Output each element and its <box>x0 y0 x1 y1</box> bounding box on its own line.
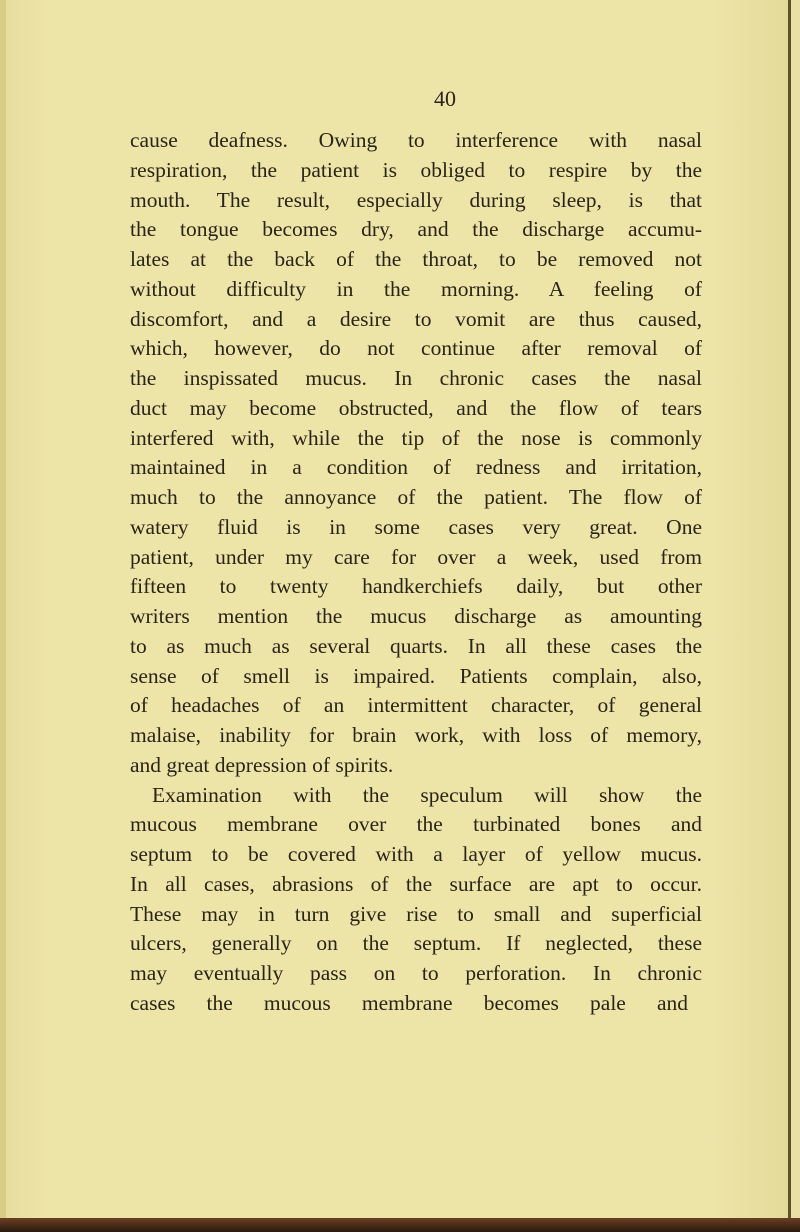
text-line: the inspissated mucus. In chronic cases the nasal <box>130 366 702 390</box>
text-line: cause deafness. Owing to interference with nasal <box>130 128 702 152</box>
text-line: duct may become obstructed, and the flow of tears <box>130 395 702 420</box>
page-left-edge <box>0 0 6 1218</box>
text-line: to as much as several quarts. In all these cases the <box>130 633 702 658</box>
text-line: which, however, do not continue after removal of <box>130 336 702 361</box>
text-line: mouth. The result, especially during sleep, is that <box>130 187 702 212</box>
text-line: respiration, the patient is obliged to respire by the <box>130 157 702 182</box>
text-line: sense of smell is impaired. Patients complain, also, <box>130 663 702 688</box>
page-number: 40 <box>434 86 456 111</box>
text-line: and great depression of spirits. <box>130 752 394 777</box>
text-line: These may in turn give rise to small and superficial <box>130 901 702 926</box>
text-line: ulcers, generally on the septum. If neglected, these <box>130 931 702 956</box>
text-line: septum to be covered with a layer of yellow mucus. <box>130 842 702 866</box>
text-line: cases the mucous membrane becomes pale and <box>130 990 688 1015</box>
page-right-strip <box>791 0 800 1218</box>
text-line: writers mention the mucus discharge as amounting <box>130 604 702 628</box>
text-line: may eventually pass on to perforation. In chronic <box>130 961 702 985</box>
text-line: mucous membrane over the turbinated bones and <box>130 812 702 837</box>
text-line: without difficulty in the morning. A feeling of <box>130 276 702 301</box>
text-line: lates at the back of the throat, to be removed not <box>130 247 702 271</box>
text-line: patient, under my care for over a week, used from <box>130 544 702 569</box>
book-cover-edge <box>0 1218 800 1232</box>
text-line: fifteen to twenty handkerchiefs daily, but other <box>130 574 702 599</box>
text-line: the tongue becomes dry, and the discharge accumu- <box>130 217 702 242</box>
text-line: malaise, inability for brain work, with loss of memory, <box>130 723 702 747</box>
body-text <box>130 126 702 1019</box>
text-line: watery fluid is in some cases very great. One <box>130 514 702 539</box>
text-line: In all cases, abrasions of the surface are apt to occur. <box>130 871 702 896</box>
text-line: Examination with the speculum will show the <box>152 782 702 807</box>
text-line: interfered with, while the tip of the nose is commonly <box>130 425 702 450</box>
text-line: of headaches of an intermittent character, of general <box>130 693 702 718</box>
text-line: discomfort, and a desire to vomit are thus caused, <box>130 306 702 331</box>
text-line: much to the annoyance of the patient. The flow of <box>130 485 702 509</box>
text-line: maintained in a condition of redness and irritation, <box>130 455 702 480</box>
